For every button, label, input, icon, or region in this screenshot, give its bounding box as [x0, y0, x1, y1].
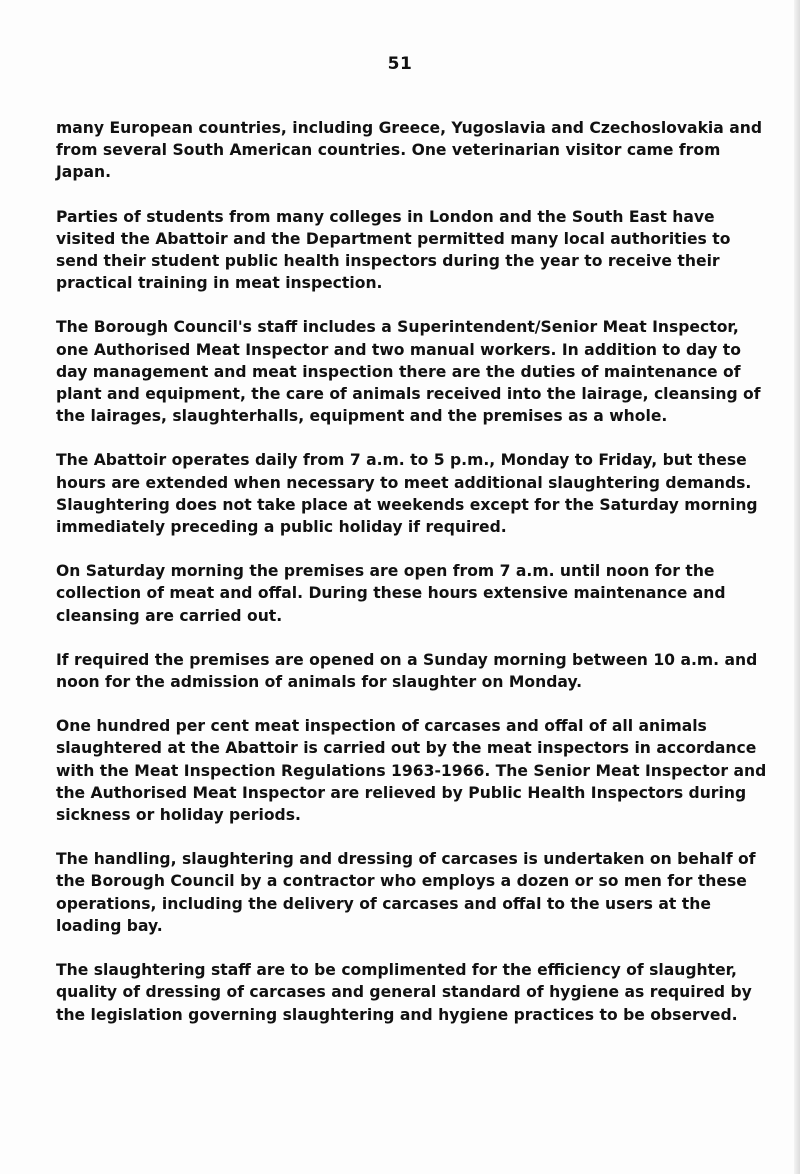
body-text	[56, 117, 776, 1048]
paragraph-foreign-visitors: many European countries, including Greece, Yugoslavia and Czechoslovakia and from several South American countries. One veterinarian visitor came from Japan.	[56, 119, 763, 182]
page-number: 51	[387, 54, 413, 74]
paragraph-saturday: On Saturday morning the premises are open from 7 a.m. until noon for the collection of meat and offal. During these hours extensive maintenance and cleansing are carried out.	[56, 562, 726, 625]
page-edge-shadow	[794, 0, 800, 1174]
paragraph-contractor: The handling, slaughtering and dressing of carcases is undertaken on behalf of the Borough Council by a contractor who employs a dozen or so men for these operations, including the delivery of carcases and offal to the users at the loading bay.	[56, 850, 756, 935]
paragraph-staff-commendation: The slaughtering staff are to be complimented for the efficiency of slaughter, quality of dressing of carcases and general standard of hygiene as required by the legislation governing slaughtering and hygiene practices to be observed.	[56, 961, 752, 1024]
paragraph-meat-inspection: One hundred per cent meat inspection of carcases and offal of all animals slaughtered at the Abattoir is carried out by the meat inspectors in accordance with the Meat Inspection Regulations 1963-1966. The Senior Meat Inspector and the Authorised Meat Inspector are relieved by Public Health Inspectors during sickness or holiday periods.	[56, 717, 767, 825]
paragraph-student-visits: Parties of students from many colleges in London and the South East have visited the Abattoir and the Department permitted many local authorities to send their student public health inspectors during the year to receive their practical training in meat inspection.	[56, 207, 731, 293]
paragraph-operating-hours: The Abattoir operates daily from 7 a.m. to 5 p.m., Monday to Friday, but these hours are extended when necessary to meet additional slaughtering demands. Slaughtering does not take place at weekends except for the Saturday morning immediately preceding a public holiday if required.	[56, 451, 758, 537]
paragraph-sunday: If required the premises are opened on a Sunday morning between 10 a.m. and noon for the admission of animals for slaughter on Monday.	[56, 650, 758, 692]
paragraph-council-staff: The Borough Council's staff includes a Superintendent/Senior Meat Inspector, one Authorised Meat Inspector and two manual workers. In addition to day to day management and meat inspection there are the duties of maintenance of plant and equipment, the care of animals received into the lairage, cleansing of the lairages, slaughterhalls, equipment and the premises as a whole.	[56, 318, 761, 426]
